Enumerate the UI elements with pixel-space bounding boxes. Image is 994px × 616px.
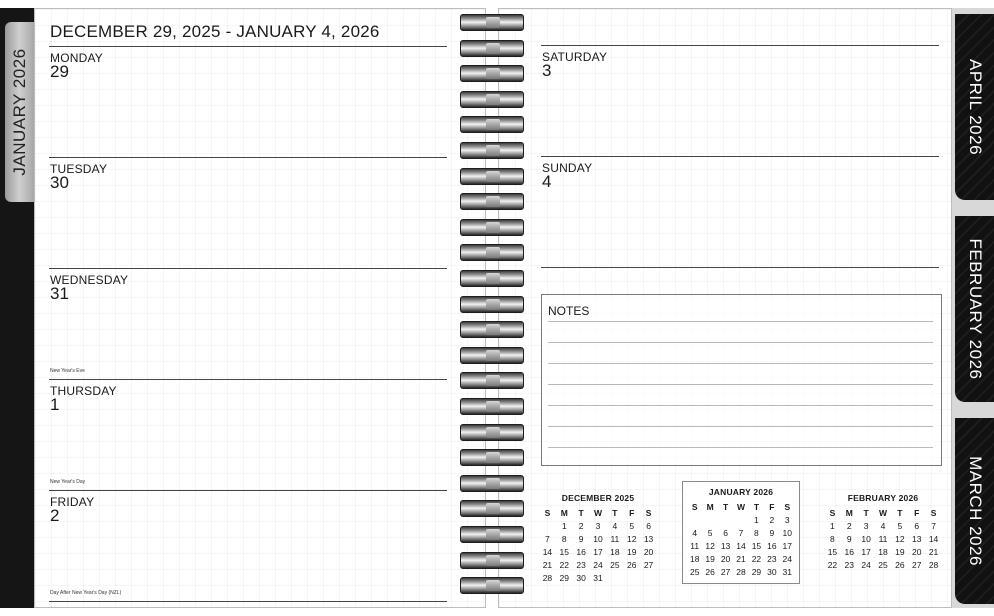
mini-calendar-date: 8 (754, 528, 759, 538)
mini-calendar-date: 25 (689, 567, 700, 577)
weekday-letter: T (753, 502, 760, 512)
mini-calendar-date: 5 (897, 521, 903, 531)
spiral-ring (460, 347, 524, 364)
mini-calendar-date (702, 515, 717, 525)
tab-january-2026[interactable] (5, 22, 34, 202)
mini-calendar-date: 12 (705, 541, 715, 551)
day-number-wednesday: 31 (50, 284, 69, 303)
weekday-letter: S (829, 508, 836, 518)
day-number-saturday: 3 (542, 61, 552, 80)
day-name-wednesday: WEDNESDAY (50, 273, 129, 287)
spiral-ring (460, 475, 524, 492)
mini-calendar-date: 8 (561, 534, 567, 544)
day-name-tuesday: TUESDAY (50, 162, 108, 176)
mini-calendar-date: 5 (707, 528, 713, 538)
spiral-ring (460, 500, 524, 517)
day-number-thursday: 1 (50, 395, 60, 414)
mini-calendar-date (718, 515, 733, 525)
notes-line (548, 405, 933, 406)
mini-calendar-date: 22 (751, 554, 762, 564)
mini-calendar-date: 23 (767, 554, 777, 564)
mini-calendar-date (733, 515, 748, 525)
mini-calendar-date: 26 (895, 560, 905, 570)
mini-calendar-date: 11 (878, 534, 888, 544)
weekday-letter: F (769, 502, 775, 512)
weekday-letter: T (722, 502, 729, 512)
mini-calendar-title: FEBRUARY 2026 (847, 493, 919, 503)
mini-calendar-january-2026 (682, 481, 800, 584)
mini-calendar-date: 3 (863, 521, 869, 531)
spiral-ring (460, 142, 524, 159)
day-number-monday: 29 (50, 62, 69, 81)
mini-calendar-date: 25 (610, 560, 620, 570)
mini-calendar-date: 19 (895, 547, 905, 557)
mini-calendar-date: 24 (593, 560, 603, 570)
mini-calendar-date: 6 (646, 521, 651, 531)
mini-calendar-date: 12 (626, 534, 637, 544)
mini-calendar-date: 1 (830, 521, 835, 531)
weekday-letter: S (930, 508, 937, 518)
day-number-tuesday: 30 (50, 173, 69, 192)
mini-calendar-date: 4 (692, 528, 698, 538)
tab-february-2026[interactable] (955, 216, 994, 402)
spiral-ring (460, 270, 524, 287)
day-name-saturday: SATURDAY (542, 50, 608, 64)
mini-calendar-date: 2 (769, 515, 775, 525)
day-rule-monday (49, 157, 447, 158)
mini-calendar-grid (687, 502, 795, 577)
holiday-thursday: New Year's Day (50, 479, 86, 485)
mini-calendar-date: 18 (878, 547, 888, 557)
mini-calendar-date: 27 (720, 567, 731, 577)
holiday-wednesday: New Year's Eve (50, 368, 85, 374)
tab-label: MARCH 2026 (965, 456, 985, 566)
mini-calendar-date: 20 (643, 547, 654, 557)
spiral-ring (460, 296, 524, 313)
mini-calendar-date: 6 (914, 521, 920, 531)
mini-calendar-date: 28 (736, 567, 746, 577)
day-name-monday: MONDAY (50, 51, 103, 65)
mini-calendar-date: 3 (784, 515, 790, 525)
day-number-sunday: 4 (542, 172, 552, 191)
mini-calendar-date: 24 (861, 560, 871, 570)
mini-calendar-date: 10 (782, 528, 793, 538)
mini-calendar-date: 26 (626, 560, 637, 570)
mini-calendar-date: 13 (643, 534, 654, 544)
holiday-friday: Day After New Year's Day (NZL) (50, 590, 122, 596)
day-name-thursday: THURSDAY (50, 384, 117, 398)
mini-calendar-date: 19 (705, 554, 715, 564)
spiral-ring (460, 372, 524, 389)
mini-calendar-date: 22 (559, 560, 569, 570)
mini-calendar-date: 30 (576, 573, 586, 583)
mini-calendar-date: 7 (545, 534, 550, 544)
mini-calendar-date (640, 573, 657, 583)
mini-calendar-date: 9 (769, 528, 775, 538)
mini-calendar-date: 4 (612, 521, 618, 531)
weekday-letter: T (897, 508, 903, 518)
mini-calendar-date: 18 (689, 554, 700, 564)
spiral-ring (460, 14, 524, 31)
mini-calendar-date: 12 (895, 534, 905, 544)
mini-calendar-date: 15 (827, 547, 838, 557)
mini-calendar-grid (539, 508, 657, 583)
notes-line (548, 426, 933, 427)
mini-calendar-date: 7 (738, 528, 744, 538)
mini-calendar-date: 11 (690, 541, 700, 551)
notes-line (548, 447, 933, 448)
day-rule-wednesday (49, 379, 447, 380)
mini-calendar-date: 16 (576, 547, 586, 557)
mini-calendar-date (687, 515, 702, 525)
mini-calendar-date: 13 (911, 534, 922, 544)
mini-calendar-date: 22 (827, 560, 838, 570)
mini-calendar-date: 13 (720, 541, 731, 551)
spiral-binding (458, 14, 526, 604)
tab-march-2026[interactable] (955, 418, 994, 604)
mini-calendar-date: 27 (911, 560, 922, 570)
week-title: DECEMBER 29, 2025 - JANUARY 4, 2026 (50, 22, 380, 41)
day-name-friday: FRIDAY (50, 495, 95, 509)
mini-calendar-date: 15 (751, 541, 762, 551)
spiral-ring (460, 219, 524, 236)
weekday-letter: W (736, 502, 745, 512)
day-rule-saturday (541, 156, 939, 157)
mini-calendar-date: 23 (844, 560, 854, 570)
mini-calendar-date: 25 (878, 560, 888, 570)
day-number-friday: 2 (50, 506, 60, 525)
spiral-ring (460, 424, 524, 441)
mini-calendar-date: 20 (911, 547, 922, 557)
mini-calendar-date: 19 (626, 547, 637, 557)
mini-calendar-december-2025 (539, 493, 657, 583)
mini-calendar-date: 28 (928, 560, 939, 570)
weekday-letter: F (629, 508, 635, 518)
mini-calendar-title: JANUARY 2026 (708, 487, 774, 497)
mini-calendar-date: 7 (931, 521, 936, 531)
weekday-letter: T (863, 508, 869, 518)
spiral-ring (460, 40, 524, 57)
mini-calendar-date: 8 (830, 534, 835, 544)
weekday-letter: W (878, 508, 887, 518)
weekday-letter: T (612, 508, 618, 518)
weekday-letter: W (593, 508, 602, 518)
mini-calendar-title: DECEMBER 2025 (561, 493, 635, 503)
mini-calendar-date: 4 (880, 521, 886, 531)
mini-calendar-date: 30 (767, 567, 777, 577)
weekday-letter: T (578, 508, 584, 518)
mini-calendar-date: 3 (595, 521, 601, 531)
header-rule (49, 46, 447, 47)
mini-calendar-date: 27 (643, 560, 654, 570)
spiral-ring (460, 398, 524, 415)
tab-label: APRIL 2026 (965, 58, 985, 156)
spiral-ring (460, 577, 524, 594)
mini-calendar-date: 14 (542, 547, 553, 557)
mini-calendar-grid (824, 508, 942, 570)
day-name-sunday: SUNDAY (542, 161, 593, 175)
mini-calendar-date: 17 (593, 547, 603, 557)
mini-calendar-date: 14 (736, 541, 746, 551)
mini-calendar-date: 5 (629, 521, 635, 531)
mini-calendar-date: 10 (861, 534, 871, 544)
mini-calendar-date: 17 (861, 547, 871, 557)
weekday-letter: M (845, 508, 853, 518)
tab-label: FEBRUARY 2026 (965, 238, 985, 380)
spiral-ring (460, 116, 524, 133)
notes-line (548, 363, 933, 364)
spiral-ring (460, 244, 524, 261)
mini-calendar-date: 11 (610, 534, 620, 544)
tab-label: JANUARY 2026 (9, 48, 29, 176)
mini-calendar-date: 14 (928, 534, 939, 544)
mini-calendar-february-2026 (824, 493, 942, 570)
spiral-ring (460, 552, 524, 569)
weekday-letter: M (706, 502, 714, 512)
header-rule (541, 45, 939, 46)
weekday-letter: S (645, 508, 652, 518)
left-page (34, 8, 486, 608)
mini-calendar-date: 9 (578, 534, 584, 544)
mini-calendar-date: 1 (561, 521, 567, 531)
notes-label: NOTES (548, 304, 590, 318)
spiral-ring (460, 91, 524, 108)
spiral-ring (460, 193, 524, 210)
mini-calendar-date: 23 (576, 560, 586, 570)
notes-line (548, 321, 933, 322)
weekday-letter: F (914, 508, 920, 518)
right-page (498, 8, 952, 608)
mini-calendar-date (623, 573, 640, 583)
mini-calendar-date: 18 (610, 547, 620, 557)
mini-calendar-date: 21 (736, 554, 746, 564)
day-rule-thursday (49, 490, 447, 491)
spiral-ring (460, 321, 524, 338)
mini-calendar-date: 10 (593, 534, 603, 544)
day-rule-friday (49, 601, 447, 602)
mini-calendar-date: 2 (846, 521, 852, 531)
mini-calendar-date: 29 (751, 567, 762, 577)
mini-calendar-date: 15 (559, 547, 569, 557)
notes-line (548, 384, 933, 385)
mini-calendar-date: 9 (846, 534, 852, 544)
tab-april-2026[interactable] (955, 14, 994, 200)
mini-calendar-date: 24 (782, 554, 793, 564)
mini-calendar-date: 26 (705, 567, 715, 577)
day-rule-tuesday (49, 268, 447, 269)
mini-calendar-date: 21 (542, 560, 553, 570)
mini-calendar-date (606, 573, 623, 583)
mini-calendar-date: 21 (928, 547, 939, 557)
mini-calendar-date: 6 (723, 528, 728, 538)
notes-box[interactable] (541, 294, 942, 466)
mini-calendar-date: 17 (782, 541, 793, 551)
mini-calendar-date: 1 (754, 515, 759, 525)
mini-calendar-date: 16 (844, 547, 854, 557)
mini-calendar-date: 29 (559, 573, 569, 583)
notes-line (548, 342, 933, 343)
weekday-letter: S (784, 502, 791, 512)
mini-calendar-date: 31 (593, 573, 603, 583)
weekday-letter: M (560, 508, 568, 518)
mini-calendar-date: 28 (542, 573, 553, 583)
mini-calendar-date (539, 521, 556, 531)
mini-calendar-date: 31 (782, 567, 793, 577)
mini-calendar-date: 20 (720, 554, 731, 564)
weekday-letter: S (544, 508, 551, 518)
weekday-letter: S (691, 502, 698, 512)
spiral-ring (460, 65, 524, 82)
spiral-ring (460, 526, 524, 543)
mini-calendar-date: 16 (767, 541, 777, 551)
spiral-ring (460, 449, 524, 466)
day-rule-sunday (541, 267, 939, 268)
spiral-ring (460, 168, 524, 185)
mini-calendar-date: 2 (578, 521, 584, 531)
